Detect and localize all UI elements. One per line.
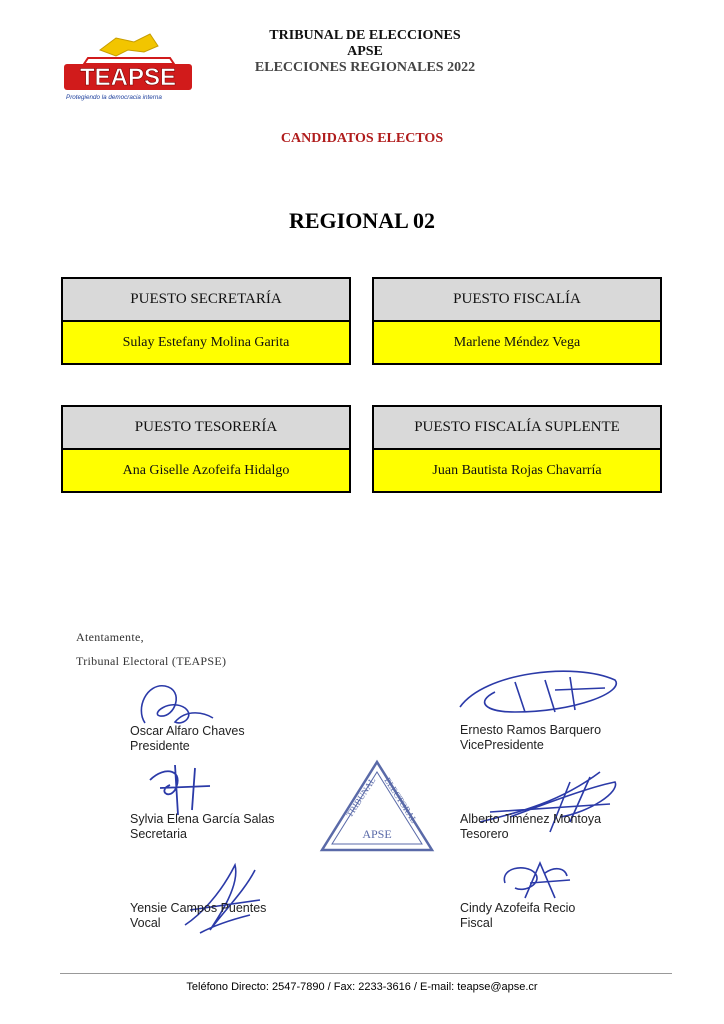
signatory-name: Sylvia Elena García Salas (130, 812, 275, 826)
header-titles (220, 28, 510, 76)
signatory-role: Secretaria (130, 827, 187, 841)
closing-greeting: Atentamente, (76, 630, 144, 644)
signature-ernesto (455, 662, 625, 732)
signatory-role: Fiscal (460, 916, 493, 930)
teapse-logo (58, 28, 198, 103)
signatory-oscar (130, 724, 245, 754)
signatory-role: VicePresidente (460, 738, 544, 752)
signatory-role: Presidente (130, 739, 190, 753)
position-box-fiscalia (372, 277, 662, 365)
candidate-name: Juan Bautista Rojas Chavarría (374, 450, 660, 491)
header-line-1: TRIBUNAL DE ELECCIONES (269, 28, 461, 43)
footer-divider (60, 973, 672, 974)
signatory-role: Vocal (130, 916, 161, 930)
header-line-2: APSE (347, 44, 383, 59)
signatory-alberto (460, 812, 601, 842)
candidate-name: Ana Giselle Azofeifa Hidalgo (63, 450, 349, 491)
signatory-name: Oscar Alfaro Chaves (130, 724, 245, 738)
seal-center-text: APSE (362, 827, 392, 841)
signatory-name: Ernesto Ramos Barquero (460, 723, 602, 737)
closing-signer: Tribunal Electoral (TEAPSE) (76, 654, 227, 668)
signatory-cindy (460, 901, 575, 931)
signature-sylvia (140, 760, 220, 820)
logo-tagline: Protegiendo la democracia interna (66, 94, 162, 101)
position-title: PUESTO SECRETARÍA (63, 279, 349, 322)
signature-cindy (495, 858, 585, 903)
position-box-tesoreria (61, 405, 351, 493)
footer-contact: Teléfono Directo: 2547-7890 / Fax: 2233-3616 / E-mail: teapse@apse.cr (186, 981, 538, 993)
candidate-name: Marlene Méndez Vega (374, 322, 660, 363)
position-title: PUESTO TESORERÍA (63, 407, 349, 450)
header-line-3: ELECCIONES REGIONALES 2022 (254, 60, 476, 75)
tribunal-seal (318, 758, 436, 856)
signatory-sylvia (130, 812, 275, 842)
signatory-name: Cindy Azofeifa Recio (460, 901, 576, 915)
page-title: REGIONAL 02 (288, 208, 436, 233)
signatory-name: Alberto Jiménez Montoya (460, 812, 602, 826)
signatory-ernesto (460, 723, 601, 753)
signatory-role: Tesorero (460, 827, 509, 841)
svg-text:ELECTORAL: ELECTORAL (382, 775, 420, 825)
subtitle: CANDIDATOS ELECTOS (280, 131, 444, 146)
signatory-name: Yensie Campos Puentes (130, 901, 267, 915)
position-title: PUESTO FISCALÍA SUPLENTE (374, 407, 660, 450)
position-title: PUESTO FISCALÍA (374, 279, 660, 322)
signatory-yensie (130, 901, 266, 931)
candidate-name: Sulay Estefany Molina Garita (63, 322, 349, 363)
position-box-secretaria (61, 277, 351, 365)
logo-wordmark: TEAPSE (79, 64, 177, 91)
svg-text:TRIBUNAL: TRIBUNAL (344, 775, 378, 820)
position-box-fiscalia-suplente (372, 405, 662, 493)
